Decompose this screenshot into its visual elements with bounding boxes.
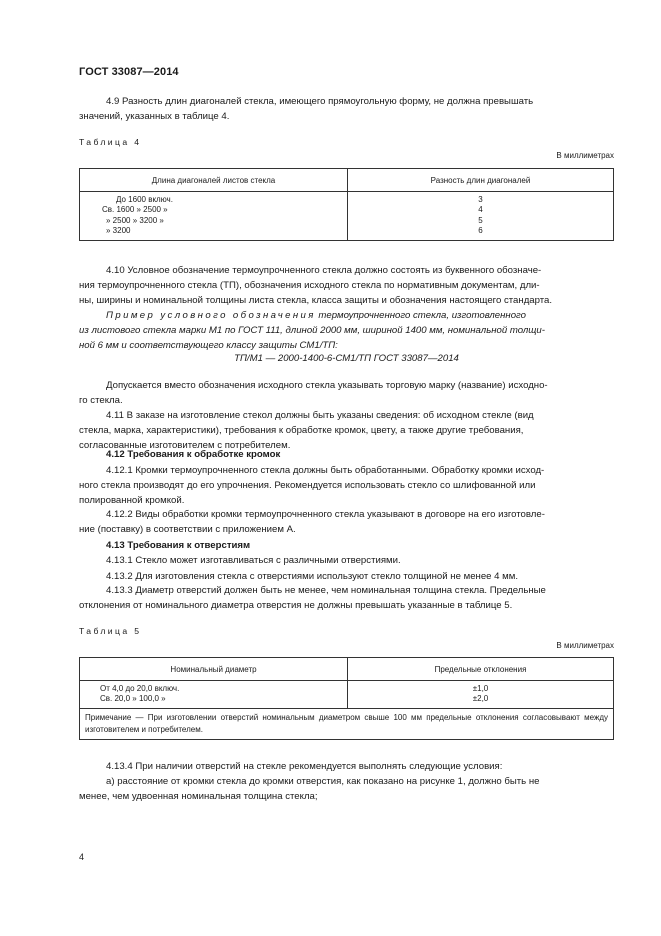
paragraph-4-12-1: 4.12.1 Кромки термоупрочненного стекла должны быть обработанными. Обработку кромки исход- ного стекла производят до его упрочнения. Рекомендуется использовать стекло со шлифованной или полированной кромкой. [79,465,545,506]
table-row: От 4,0 до 20,0 включ. [100,684,180,693]
table-cell: 3 [478,195,483,204]
paragraph-allowed: Допускается вместо обозначения исходного стекла указывать торговую марку (название) исходно- го стекла. [79,380,548,406]
table-4 [79,168,614,241]
heading-4-12: 4.12 Требования к обработке кромок [106,449,281,460]
example-heading: Пример условного обозначения [106,310,316,321]
table-5-ranges [80,681,348,709]
designation-example: ТП/М1 — 2000-1400-6-СМ1/ТП ГОСТ 33087—2014 [234,353,459,364]
table-4-header-difference: Разность длин диагоналей [348,169,614,192]
table-4-unit: В миллиметрах [556,151,614,160]
table-row: » 3200 [106,226,131,236]
page-number: 4 [79,852,85,862]
table-cell: ±2,0 [472,694,489,704]
table-5-note: Примечание — При изготовлении отверстий номинальным диаметром свыше 100 мм предельные отклонения согласовывают между изготовителем и потребителем. [80,708,614,739]
table-row: Св. 1600 » 2500 » [102,205,168,215]
table-row: Св. 20,0 » 100,0 » [100,694,166,704]
paragraph-4-10: 4.10 Условное обозначение термоупрочненного стекла должно состоять из буквенного обозначе- ния термоупрочненного стекла (ТП), обозначения исходного стекла по нормативным документам, дли- ны, ширины и номинальной толщины листа стекла, класса защиты и обозначения настоящего стандарта. [79,265,553,306]
table-5-label: Таблица 5 [79,626,142,636]
table-5-header-diameter: Номинальный диаметр [80,658,348,681]
table-cell: 5 [478,215,483,225]
table-cell: 4 [478,205,483,215]
paragraph-a: а) расстояние от кромки стекла до кромки отверстия, как показано на рисунке 1, должно быть не менее, чем удвоенная номинальная толщина стекла; [79,776,540,802]
example-paragraph: Пример условного обозначения термоупрочненного стекла, изготовленного из листового стекла марки М1 по ГОСТ 111, длиной 2000 мм, шириной 1400 мм, номинальной толщи- ной 6 мм и соответствующего классу защиты СМ1/ТП: [79,310,545,351]
paragraph-4-13-3: 4.13.3 Диаметр отверстий должен быть не менее, чем номинальная толщина стекла. Предельные отклонения от номинального диаметра отверстия не должны превышать указанные в таблице 5. [79,585,546,611]
heading-4-13: 4.13 Требования к отверстиям [106,540,251,551]
paragraph-4-9: 4.9 Разность длин диагоналей стекла, имеющего прямоугольную форму, не должна превышать значений, указанных в таблице 4. [79,96,534,122]
table-4-ranges [80,192,348,241]
table-cell: ±1,0 [472,684,489,693]
table-4-header-length: Длина диагоналей листов стекла [80,169,348,192]
table-4-values [348,192,614,241]
table-row: До 1600 включ. [116,195,173,204]
paragraph-4-11: 4.11 В заказе на изготовление стекол должны быть указаны сведения: об исходном стекле (вид стекла, марка, характеристики), требования к обработке кромок, цвету, а также другие требования, согласованные изготовителем с потребителем. [79,410,534,451]
table-4-label: Таблица 4 [79,137,142,147]
paragraph-4-13-1: 4.13.1 Стекло может изготавливаться с различными отверстиями. [106,555,401,566]
table-5-values [348,681,614,709]
table-row: » 2500 » 3200 » [106,215,164,225]
document-header: ГОСТ 33087—2014 [79,66,179,78]
paragraph-4-12-2: 4.12.2 Виды обработки кромки термоупрочненного стекла указывают в договоре на его изготовле- ние (поставку) в соответствии с приложением А. [79,509,545,535]
paragraph-4-13-4: 4.13.4 При наличии отверстий на стекле рекомендуется выполнять следующие условия: [106,761,503,772]
table-5-unit: В миллиметрах [556,641,614,650]
table-5 [79,657,614,740]
table-5-header-deviation: Предельные отклонения [348,658,614,681]
table-cell: 6 [478,226,483,236]
paragraph-4-13-2: 4.13.2 Для изготовления стекла с отверстиями используют стекло толщиной не менее 4 мм. [106,571,519,582]
